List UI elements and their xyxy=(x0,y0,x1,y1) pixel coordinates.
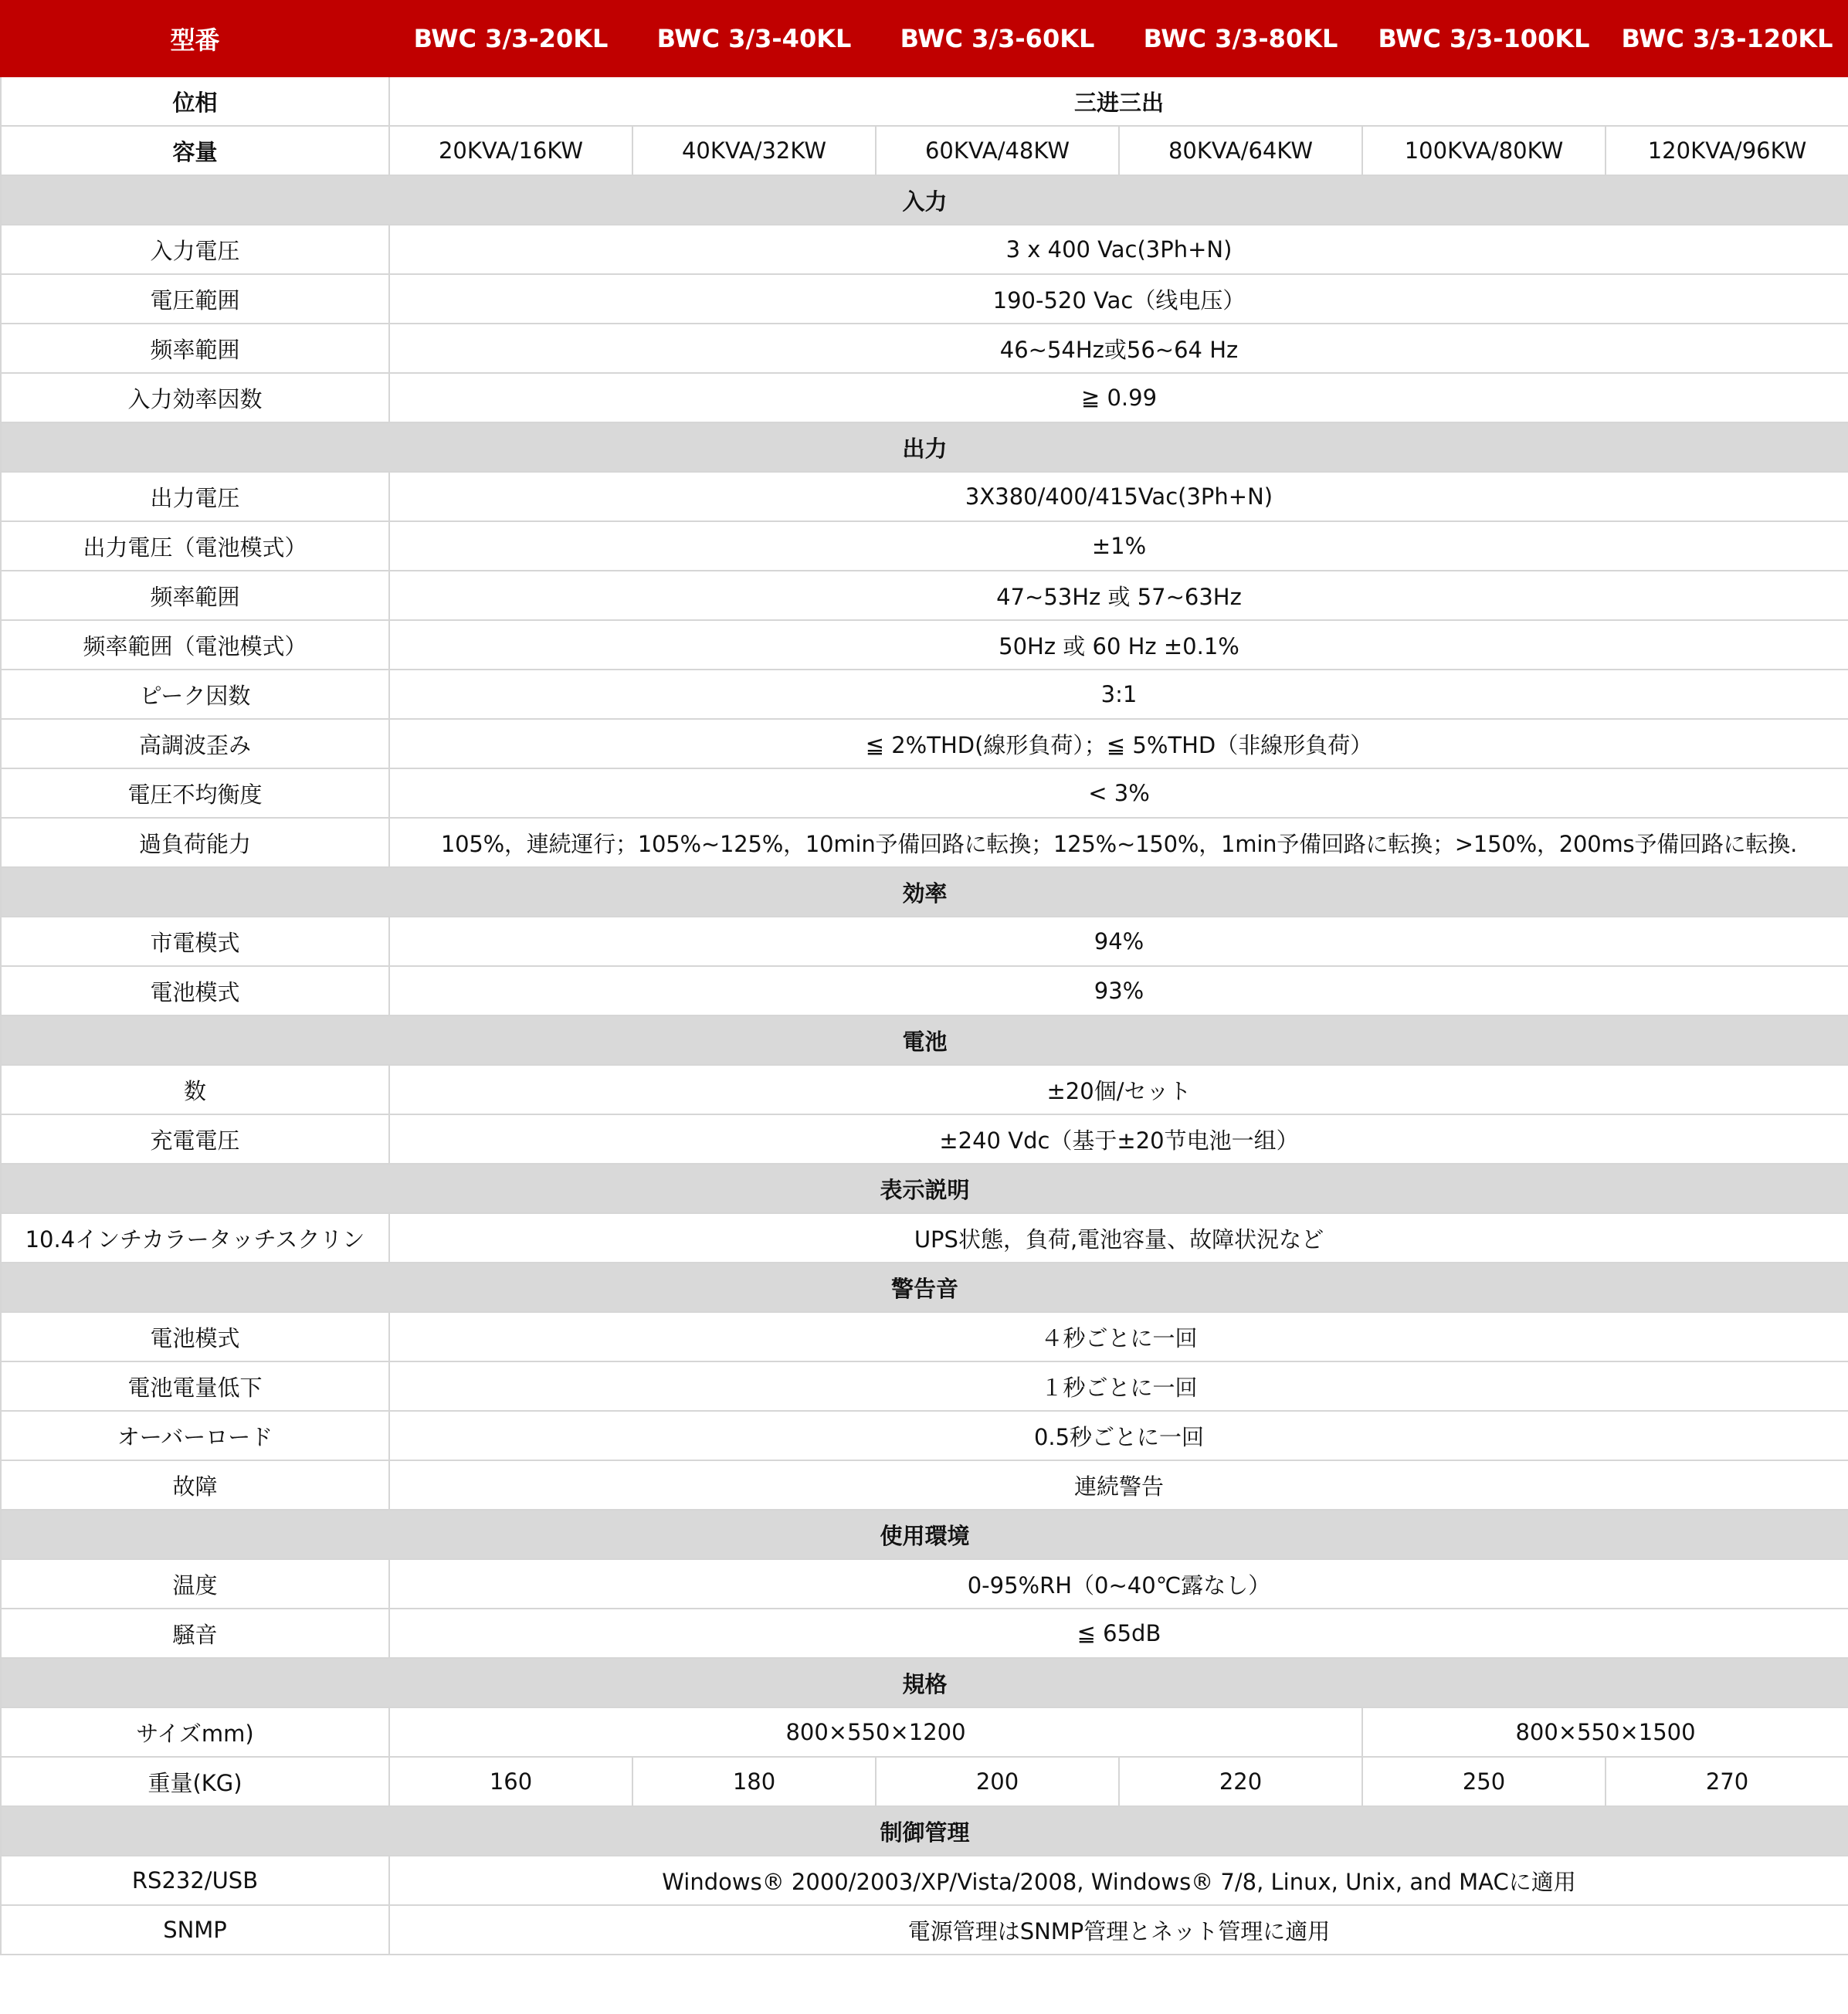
section-header-control xyxy=(1,1806,1848,1856)
weight-value: 160 xyxy=(389,1757,632,1806)
row-value: 連続警告 xyxy=(389,1460,1848,1510)
capacity-value: 20KVA/16KW xyxy=(389,126,632,175)
row-label: 電池模式 xyxy=(1,1312,389,1361)
row-label: 高調波歪み xyxy=(1,719,389,768)
row-label: 出力電圧 xyxy=(1,472,389,521)
table-row xyxy=(1,1905,1848,1955)
row-value: < 3% xyxy=(389,768,1848,818)
row-value: ≧ 0.99 xyxy=(389,373,1848,422)
model-name: BWC 3/3-100KL xyxy=(1362,1,1606,76)
section-title: 出力 xyxy=(1,422,1848,472)
table-row xyxy=(1,1213,1848,1263)
row-label: 温度 xyxy=(1,1559,389,1609)
section-title: 警告音 xyxy=(1,1263,1848,1312)
section-title: 効率 xyxy=(1,867,1848,917)
table-row xyxy=(1,274,1848,324)
table-row xyxy=(1,472,1848,521)
row-value: 50Hz 或 60 Hz ±0.1% xyxy=(389,620,1848,670)
model-name: BWC 3/3-120KL xyxy=(1606,1,1848,76)
section-title: 制御管理 xyxy=(1,1806,1848,1856)
table-row xyxy=(1,1361,1848,1411)
table-row xyxy=(1,1065,1848,1114)
section-header-alarm xyxy=(1,1263,1848,1312)
row-label: 過負荷能力 xyxy=(1,818,389,867)
row-value: 電源管理はSNMP管理とネット管理に適用 xyxy=(389,1905,1848,1955)
row-label: 電池模式 xyxy=(1,966,389,1015)
section-header-display xyxy=(1,1164,1848,1213)
section-title: 入力 xyxy=(1,175,1848,225)
table-row xyxy=(1,1757,1848,1806)
row-value: ±240 Vdc（基于±20节电池一组） xyxy=(389,1114,1848,1164)
row-label: 出力電圧（電池模式） xyxy=(1,521,389,571)
row-label: 充電電圧 xyxy=(1,1114,389,1164)
row-label: ピーク因数 xyxy=(1,670,389,719)
table-row xyxy=(1,1856,1848,1905)
model-header-label: 型番 xyxy=(1,1,389,76)
row-label: 市電模式 xyxy=(1,917,389,966)
row-label: 位相 xyxy=(1,76,389,126)
table-row xyxy=(1,719,1848,768)
row-label: 入力電圧 xyxy=(1,225,389,274)
table-row xyxy=(1,1609,1848,1658)
section-header-spec xyxy=(1,1658,1848,1707)
row-value: 93% xyxy=(389,966,1848,1015)
table-row xyxy=(1,1411,1848,1460)
section-header-input xyxy=(1,175,1848,225)
header-row xyxy=(1,1,1848,76)
table-row xyxy=(1,818,1848,867)
section-header-output xyxy=(1,422,1848,472)
row-value: ４秒ごとに一回 xyxy=(389,1312,1848,1361)
section-title: 表示説明 xyxy=(1,1164,1848,1213)
row-value: 190-520 Vac（线电压） xyxy=(389,274,1848,324)
row-label: SNMP xyxy=(1,1905,389,1955)
table-row xyxy=(1,768,1848,818)
weight-value: 250 xyxy=(1362,1757,1606,1806)
section-title: 規格 xyxy=(1,1658,1848,1707)
row-label: 10.4インチカラータッチスクリン xyxy=(1,1213,389,1263)
row-label: 数 xyxy=(1,1065,389,1114)
row-value: 94% xyxy=(389,917,1848,966)
row-value: 3X380/400/415Vac(3Ph+N) xyxy=(389,472,1848,521)
table-row xyxy=(1,917,1848,966)
row-label: 電圧不均衡度 xyxy=(1,768,389,818)
size-value: 800×550×1500 xyxy=(1362,1707,1848,1757)
row-value: 3 x 400 Vac(3Ph+N) xyxy=(389,225,1848,274)
row-label: 騒音 xyxy=(1,1609,389,1658)
row-label: 频率範囲 xyxy=(1,571,389,620)
row-value: 三进三出 xyxy=(389,76,1848,126)
capacity-value: 100KVA/80KW xyxy=(1362,126,1606,175)
weight-value: 220 xyxy=(1119,1757,1362,1806)
row-label: 频率範囲 xyxy=(1,324,389,373)
table-row xyxy=(1,620,1848,670)
section-title: 電池 xyxy=(1,1015,1848,1065)
table-row xyxy=(1,1707,1848,1757)
capacity-value: 120KVA/96KW xyxy=(1606,126,1848,175)
row-label: オーバーロード xyxy=(1,1411,389,1460)
row-value: 46~54Hz或56~64 Hz xyxy=(389,324,1848,373)
table-row xyxy=(1,1114,1848,1164)
model-name: BWC 3/3-40KL xyxy=(632,1,876,76)
row-label: 重量(KG) xyxy=(1,1757,389,1806)
section-title: 使用環境 xyxy=(1,1510,1848,1559)
row-label: 故障 xyxy=(1,1460,389,1510)
table-row xyxy=(1,521,1848,571)
model-name: BWC 3/3-20KL xyxy=(389,1,632,76)
table-row xyxy=(1,225,1848,274)
section-header-environment xyxy=(1,1510,1848,1559)
row-value: 105%，連続運行；105%~125%，10min予備回路に転換；125%~150%，1min予備回路に転換；>150%，200ms予備回路に転換. xyxy=(389,818,1848,867)
table-row xyxy=(1,670,1848,719)
row-value: 3:1 xyxy=(389,670,1848,719)
weight-value: 180 xyxy=(632,1757,876,1806)
row-value: UPS状態，負荷,電池容量、故障状況など xyxy=(389,1213,1848,1263)
row-label: 容量 xyxy=(1,126,389,175)
section-header-efficiency xyxy=(1,867,1848,917)
capacity-value: 80KVA/64KW xyxy=(1119,126,1362,175)
weight-value: 200 xyxy=(876,1757,1119,1806)
table-row xyxy=(1,373,1848,422)
model-name: BWC 3/3-80KL xyxy=(1119,1,1362,76)
table-row xyxy=(1,571,1848,620)
size-value: 800×550×1200 xyxy=(389,1707,1362,1757)
row-value: 0-95%RH（0~40℃露なし） xyxy=(389,1559,1848,1609)
table-row xyxy=(1,76,1848,126)
row-label: 频率範囲（電池模式） xyxy=(1,620,389,670)
row-label: 電池電量低下 xyxy=(1,1361,389,1411)
row-value: ±20個/セット xyxy=(389,1065,1848,1114)
capacity-value: 40KVA/32KW xyxy=(632,126,876,175)
row-label: RS232/USB xyxy=(1,1856,389,1905)
row-value: Windows® 2000/2003/XP/Vista/2008, Windows® 7/8, Linux, Unix, and MACに適用 xyxy=(389,1856,1848,1905)
row-value: ≦ 65dB xyxy=(389,1609,1848,1658)
model-name: BWC 3/3-60KL xyxy=(876,1,1119,76)
weight-value: 270 xyxy=(1606,1757,1848,1806)
table-row xyxy=(1,126,1848,175)
section-header-battery xyxy=(1,1015,1848,1065)
table-row xyxy=(1,1460,1848,1510)
row-value: 47~53Hz 或 57~63Hz xyxy=(389,571,1848,620)
table-row xyxy=(1,324,1848,373)
row-value: １秒ごとに一回 xyxy=(389,1361,1848,1411)
capacity-value: 60KVA/48KW xyxy=(876,126,1119,175)
table-row xyxy=(1,966,1848,1015)
row-label: 入力効率因数 xyxy=(1,373,389,422)
row-value: ±1% xyxy=(389,521,1848,571)
table-row xyxy=(1,1559,1848,1609)
row-value: ≦ 2%THD(線形負荷）；≦ 5%THD（非線形負荷） xyxy=(389,719,1848,768)
row-value: 0.5秒ごとに一回 xyxy=(389,1411,1848,1460)
row-label: サイズmm) xyxy=(1,1707,389,1757)
table-row xyxy=(1,1312,1848,1361)
row-label: 電圧範囲 xyxy=(1,274,389,324)
